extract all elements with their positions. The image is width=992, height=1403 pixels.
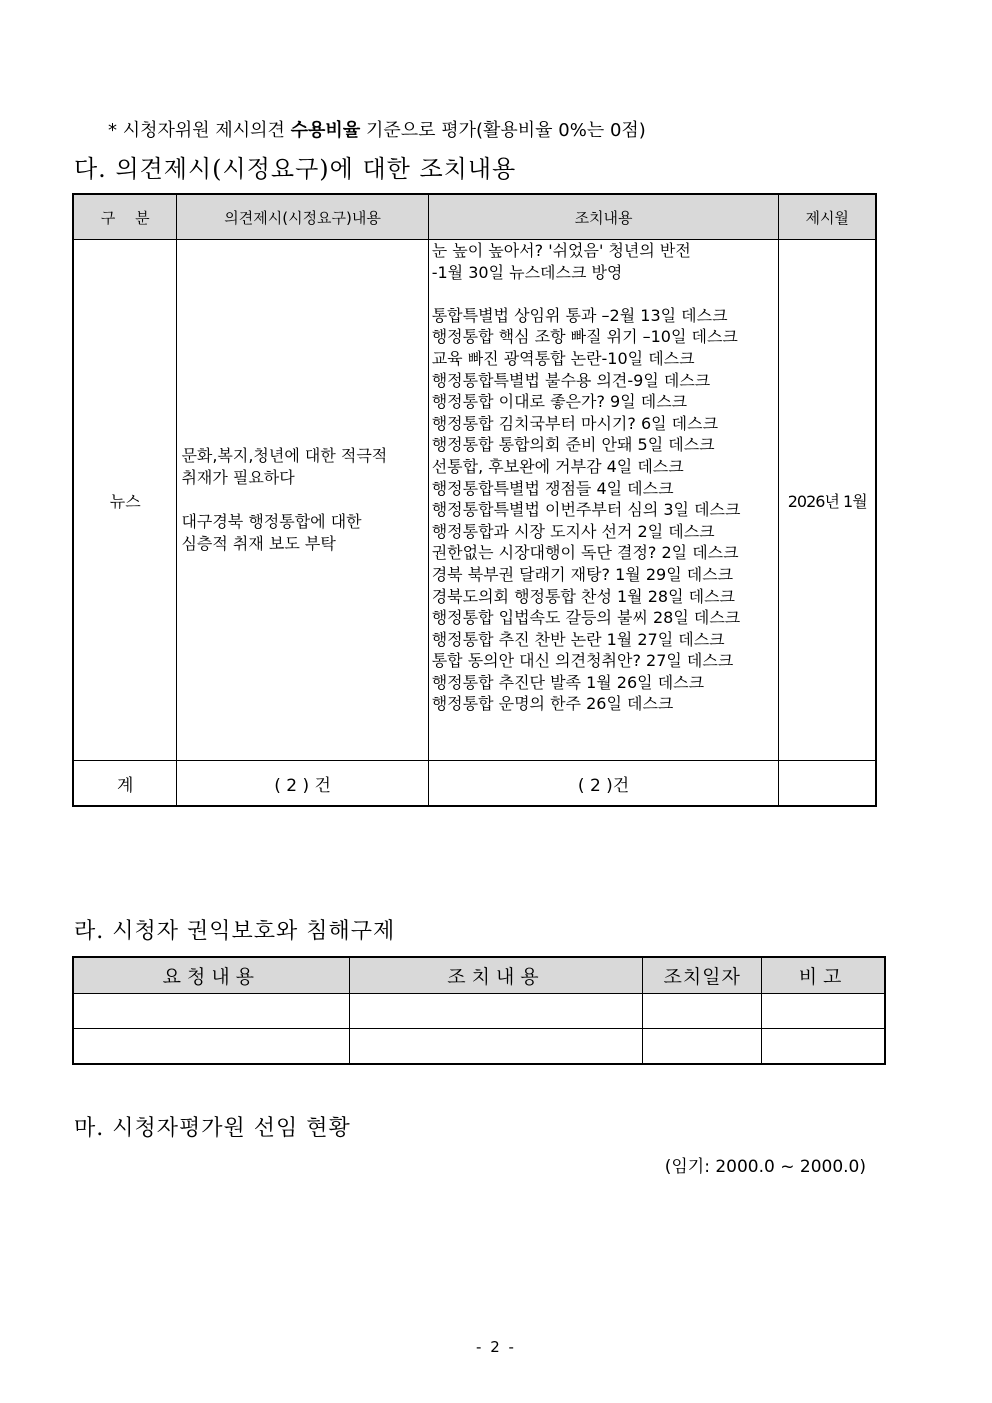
table1-total-row xyxy=(73,761,876,807)
note-bold: 수용비율 xyxy=(290,120,361,141)
list-item: 권한없는 시장대행이 독단 결정? 2일 데스크 xyxy=(431,543,739,563)
list-item xyxy=(432,283,779,305)
opinion-line: 문화,복지,청년에 대한 적극적 xyxy=(181,446,388,465)
cell-date xyxy=(643,994,762,1029)
opinion-action-table xyxy=(72,193,877,807)
total-opinions: ( 2 ) 건 xyxy=(177,761,428,807)
header-remarks: 비고 xyxy=(762,957,885,994)
table1-news-row xyxy=(73,240,876,761)
cell-measure xyxy=(349,1029,643,1065)
section-ma-title: 마. 시청자평가원 선임 현황 xyxy=(74,1116,351,1141)
list-item: 교육 빠진 광역통합 논란-10일 데스크 xyxy=(431,348,695,368)
list-item: 행정통합특별법 쟁점들 4일 데스크 xyxy=(431,478,674,498)
cell-remarks xyxy=(762,994,885,1029)
action-cell xyxy=(428,240,779,761)
note-suffix: 기준으로 평가(활용비율 0%는 0점) xyxy=(360,120,646,141)
category-cell: 뉴스 xyxy=(73,240,177,761)
list-item: 눈 높이 높아서? '쉬었음' 청년의 반전 xyxy=(431,241,691,260)
opinion-line: 심층적 취재 보도 부탁 xyxy=(181,534,336,553)
list-item: 행정통합 추진 찬반 논란 1월 27일 데스크 xyxy=(431,629,725,649)
cell-measure xyxy=(349,994,643,1029)
opinion-cell xyxy=(177,240,428,761)
list-item: 행정통합 핵심 조항 빠질 위기 –10일 데스크 xyxy=(431,327,738,347)
header-date: 조치일자 xyxy=(643,957,762,994)
total-month xyxy=(779,761,876,807)
table-row xyxy=(73,994,885,1029)
list-item: 행정통합 입법속도 갈등의 불씨 28일 데스크 xyxy=(431,608,741,628)
header-opinion: 의견제시(시정요구)내용 xyxy=(177,194,428,240)
header-category: 구 분 xyxy=(73,194,177,240)
list-item: 행정통합 김치국부터 마시기? 6일 데스크 xyxy=(431,413,719,433)
list-item: 행정통합 통합의회 준비 안돼 5일 데스크 xyxy=(431,435,715,455)
list-item: 행정통합특별법 불수용 의견-9일 데스크 xyxy=(431,370,711,390)
term-period: (임기: 2000.0 ~ 2000.0) xyxy=(664,1157,866,1177)
header-action: 조치내용 xyxy=(428,194,779,240)
section-ra-title: 라. 시청자 권익보호와 침해구제 xyxy=(74,919,396,944)
list-item: 행정통합 이대로 좋은가? 9일 데스크 xyxy=(431,392,688,412)
cell-date xyxy=(643,1029,762,1065)
total-label: 계 xyxy=(73,761,177,807)
table1-header-row xyxy=(73,194,876,240)
section-da-title: 다. 의견제시(시정요구)에 대한 조치내용 xyxy=(74,155,517,183)
list-item: 통합 동의안 대신 의견청취안? 27일 데스크 xyxy=(431,651,734,671)
evaluation-note xyxy=(108,116,646,142)
table2-header-row xyxy=(73,957,885,994)
list-item: 경북도의회 행정통합 찬성 1월 28일 데스크 xyxy=(431,586,735,606)
opinion-line xyxy=(181,489,427,511)
list-item: 통합특별법 상임위 통과 –2월 13일 데스크 xyxy=(431,305,728,325)
page-number: - 2 - xyxy=(476,1338,516,1356)
opinion-line: 취재가 필요하다 xyxy=(181,468,295,487)
list-item: 행정통합과 시장 도지사 선거 2일 데스크 xyxy=(431,521,715,541)
rights-protection-table xyxy=(72,956,886,1065)
total-actions: ( 2 )건 xyxy=(428,761,779,807)
list-item: 경북 북부권 달래기 재탕? 1월 29일 데스크 xyxy=(431,564,734,584)
opinion-line: 대구경북 행정통합에 대한 xyxy=(181,512,362,531)
month-cell: 2026년 1월 xyxy=(779,240,876,761)
cell-request xyxy=(73,994,349,1029)
cell-request xyxy=(73,1029,349,1065)
table-row xyxy=(73,1029,885,1065)
note-prefix: * 시청자위원 제시의견 xyxy=(108,120,291,141)
cell-remarks xyxy=(762,1029,885,1065)
header-request: 요청내용 xyxy=(73,957,349,994)
list-item: -1월 30일 뉴스데스크 방영 xyxy=(431,262,623,282)
header-month: 제시월 xyxy=(779,194,876,240)
header-measure: 조치내용 xyxy=(349,957,643,994)
action-list xyxy=(429,240,779,715)
list-item: 행정통합특별법 이번주부터 심의 3일 데스크 xyxy=(431,500,741,520)
list-item: 선통합, 후보완에 거부감 4일 데스크 xyxy=(431,456,684,476)
list-item: 행정통합 운명의 한주 26일 데스크 xyxy=(431,694,674,714)
list-item: 행정통합 추진단 발족 1월 26일 데스크 xyxy=(431,672,705,692)
